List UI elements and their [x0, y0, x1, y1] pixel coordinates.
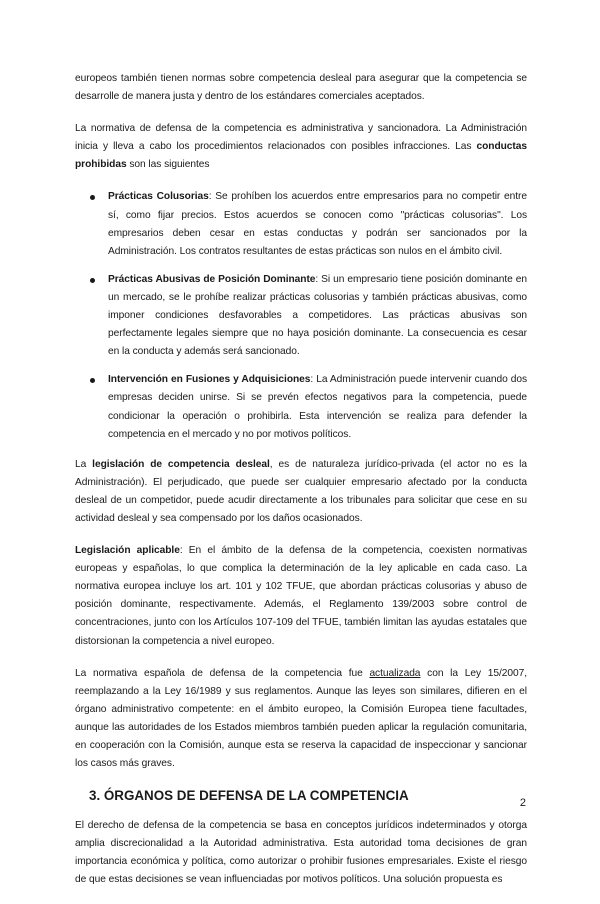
bullet-icon	[90, 278, 95, 283]
page-content	[75, 70, 527, 904]
section-heading: 3. ÓRGANOS DE DEFENSA DE LA COMPETENCIA	[89, 788, 409, 804]
list-item: Prácticas Colusorias: Se prohíben los acuerdos entre empresarios para no competir entre sí, como fijar precios. Estos acuerdos se conocen como "prácticas colusorias". Los empresarios deben cesar en estas conductas y podrán ser sancionados por la Administración. Los contratos resultantes de estas prácticas son nulos en el ámbito civil.	[108, 188, 527, 260]
paragraph-normativa-espanola: La normativa española de defensa de la competencia fue actualizada con la Ley 15/2007, reemplazando a la Ley 16/1989 y sus reglamentos. Aunque las leyes son similares, difieren en el órgano administrativo competente: en el ámbito europeo, la Comisión Europea tiene facultades, aunque las autoridades de los Estados miembros también pueden aplicar la regulación comunitaria, en cooperación con la Comisión, aunque esta se reserva la capacidad de inspeccionar y sancionar los casos más graves.	[75, 667, 527, 770]
prohibited-conducts-list	[75, 188, 527, 443]
paragraph-legislacion-aplicable: Legislación aplicable: En el ámbito de la defensa de la competencia, coexisten normativas europeas y españolas, lo que complica la determinación de la ley aplicable en cada caso. La normativa europea incluye los art. 101 y 102 TFUE, que abordan prácticas colusorias y abuso de posición dominante, respectivamente. Además, el Reglamento 139/2003 sobre control de concentraciones, junto con los Artículos 107-109 del TFUE, también limitan las ayudas estatales que distorsionan la competencia a nivel europeo.	[75, 545, 527, 647]
paragraph-organos: El derecho de defensa de la competencia se basa en conceptos jurídicos indeterminados y otorga amplia discrecionalidad a la Autoridad administrativa. Esta autoridad toma decisiones de gran importancia económica y política, como autorizar o prohibir fusiones empresariales. Existe el riesgo de que estas decisiones se vean influenciadas por motivos políticos. Una solución propuesta es	[75, 820, 527, 886]
paragraph-normativa: La normativa de defensa de la competencia es administrativa y sancionadora. La Administración inicia y lleva a cabo los procedimientos relacionados con posibles infracciones. Las conductas prohibidas son las siguientes	[75, 123, 527, 171]
list-item: Prácticas Abusivas de Posición Dominante: Si un empresario tiene posición dominante en un mercado, se le prohíbe realizar prácticas colusorias y también prácticas abusivas, como imponer condiciones desfavorables a competidores. Las prácticas abusivas son perfectamente legales siempre que no haya posición dominante. La consecuencia es cesar en la conducta y además será sancionado.	[108, 271, 527, 361]
paragraph-intro: europeos también tienen normas sobre competencia desleal para asegurar que la competencia se desarrolle de manera justa y dentro de los estándares comerciales aceptados.	[75, 73, 527, 103]
bullet-icon	[90, 378, 95, 383]
list-item: Intervención en Fusiones y Adquisiciones: La Administración puede intervenir cuando dos empresas deciden unirse. Si se prevén efectos negativos para la competencia, puede condicionar la operación o prohibirla. Esta intervención se realiza para defender la competencia en el mercado y no por motivos políticos.	[108, 371, 527, 443]
bullet-icon	[90, 195, 95, 200]
paragraph-competencia-desleal: La legislación de competencia desleal, es de naturaleza jurídico-privada (el actor no es la Administración). El perjudicado, que puede ser cualquier empresario afectado por la conducta desleal de un competidor, puede acudir directamente a los tribunales para solicitar que cese en su actividad desleal y sea compensado por los daños ocasionados.	[75, 458, 527, 524]
page-number: 2	[519, 797, 526, 809]
conductas-prohibidas-term: conductas prohibidas	[75, 141, 527, 171]
